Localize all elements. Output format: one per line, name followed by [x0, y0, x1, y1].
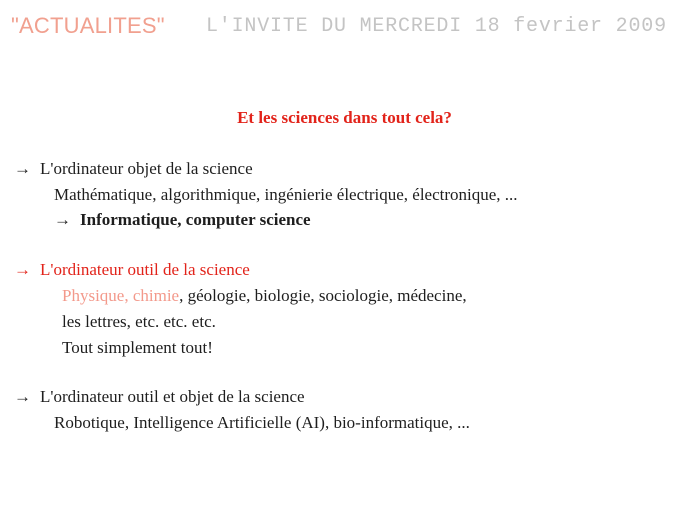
slide-subtitle: L'INVITE DU MERCREDI 18 fevrier 2009 — [206, 15, 667, 38]
section-label: "ACTUALITES" — [11, 13, 165, 38]
block1-line2-text: Informatique, computer science — [80, 210, 311, 229]
block2-heading — [14, 259, 250, 281]
block1-line2 — [54, 209, 311, 231]
block2-heading-text: L'ordinateur outil de la science — [40, 260, 250, 279]
arrow-icon: → — [14, 159, 31, 178]
slide-title: Et les sciences dans tout cela? — [237, 108, 452, 127]
arrow-icon: → — [14, 260, 31, 279]
block1-heading — [14, 158, 253, 180]
block1-line1: Mathématique, algorithmique, ingénierie électrique, électronique, ... — [54, 185, 518, 204]
block2-line1-rest: , géologie, biologie, sociologie, médecine, — [179, 286, 467, 305]
slide-header — [11, 12, 681, 42]
block1-heading-text: L'ordinateur objet de la science — [40, 159, 253, 178]
block2-line3: Tout simplement tout! — [62, 338, 213, 357]
block3-heading — [14, 386, 305, 408]
block3-heading-text: L'ordinateur outil et objet de la science — [40, 387, 305, 406]
arrow-icon: → — [14, 387, 31, 406]
block2-line2: les lettres, etc. etc. etc. — [62, 312, 216, 331]
arrow-icon: → — [54, 210, 71, 229]
block2-highlight: Physique, chimie — [62, 286, 180, 305]
block3-line1: Robotique, Intelligence Artificielle (AI), bio-informatique, ... — [54, 413, 470, 432]
block2-line1 — [62, 285, 467, 307]
